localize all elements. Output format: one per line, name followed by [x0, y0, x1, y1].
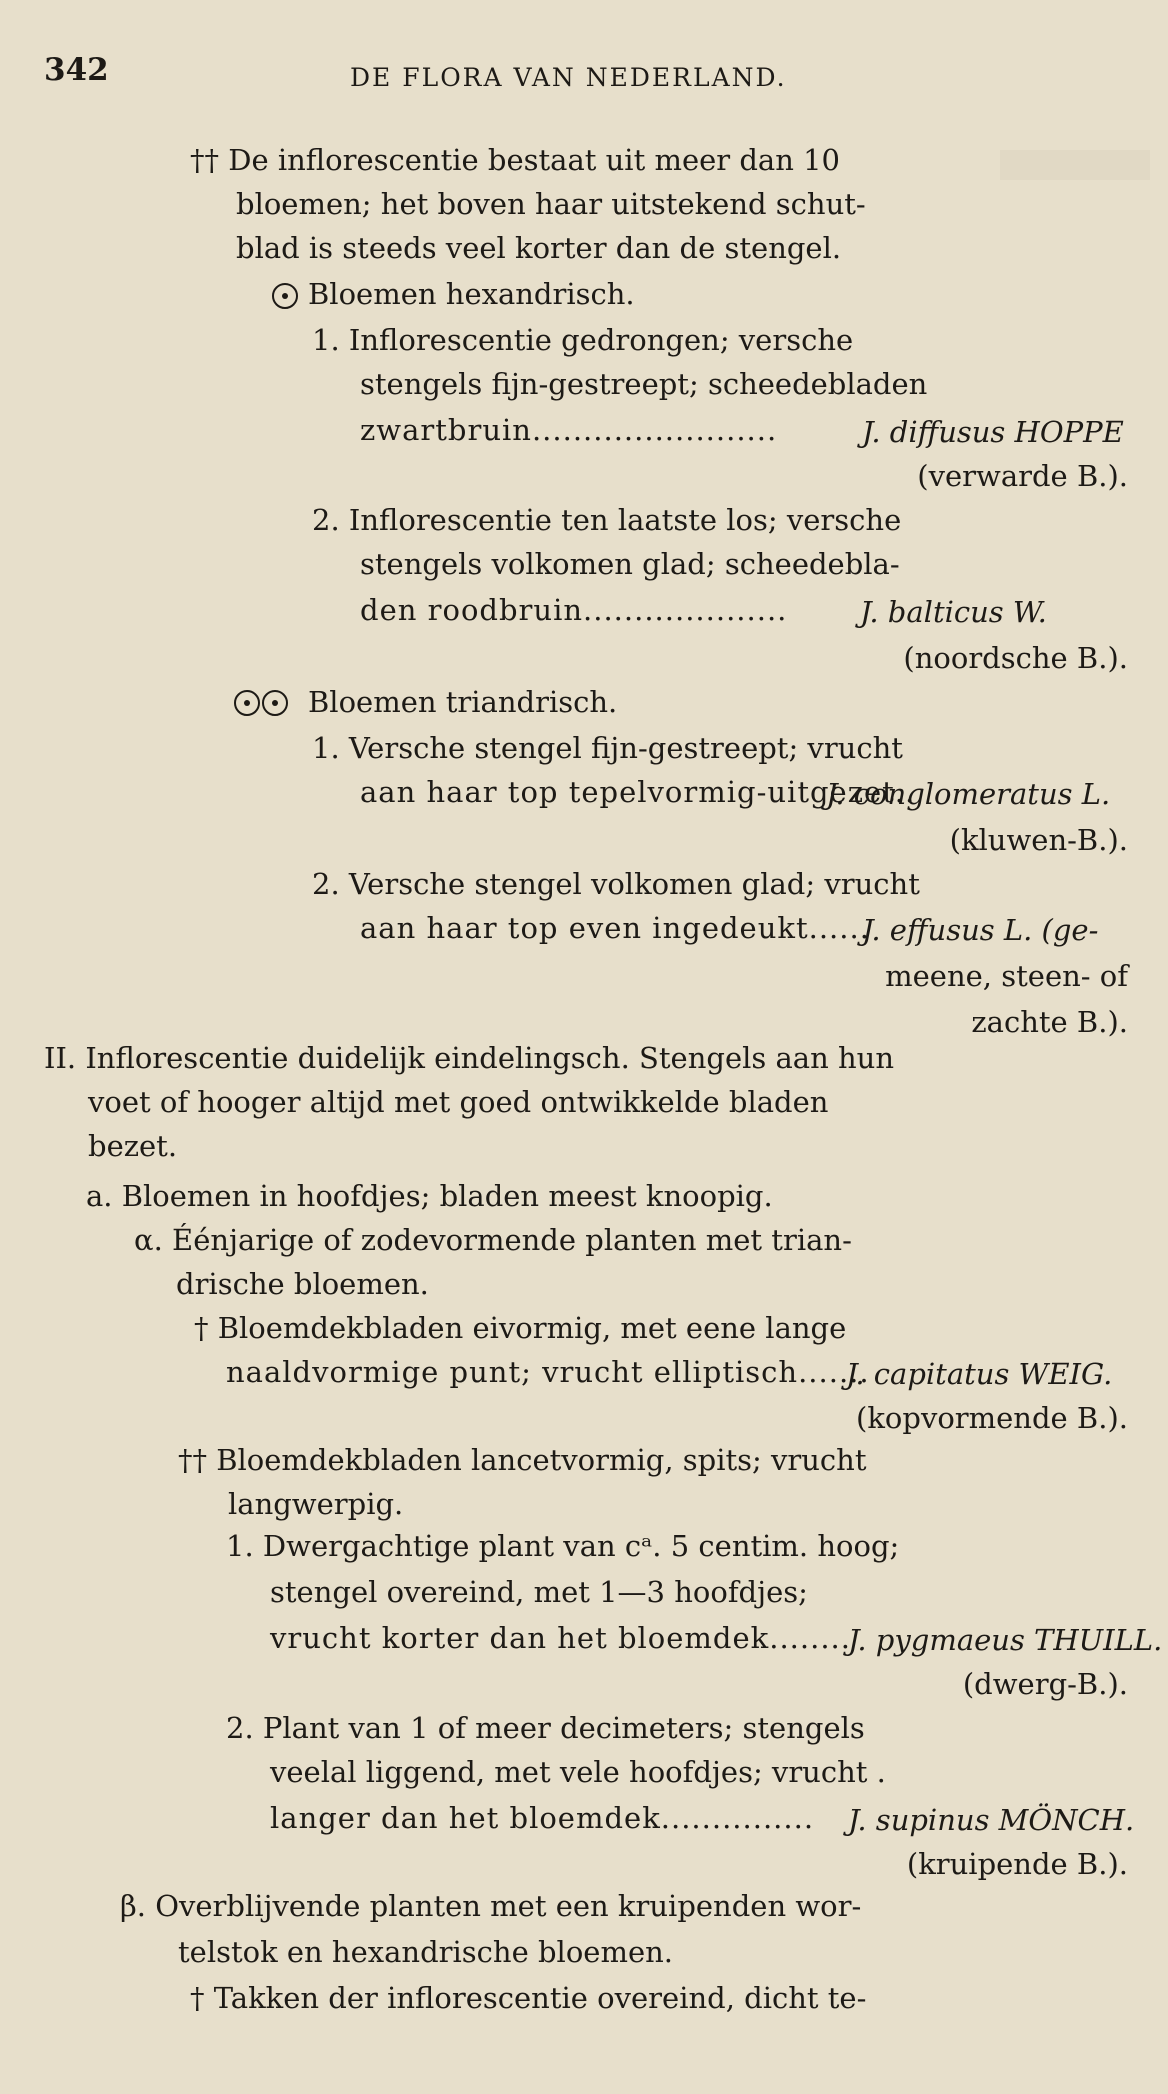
page-number: 342 — [44, 52, 109, 88]
text-line: † Bloemdekbladen eivormig, met eene lange — [194, 1311, 847, 1345]
common-name: meene, steen- of — [885, 959, 1128, 993]
text-line: β. Overblijvende planten met een kruipenden wor- — [120, 1889, 862, 1923]
common-name: zachte B.). — [971, 1005, 1128, 1039]
text-line: 2. Inflorescentie ten laatste los; versche — [312, 503, 902, 537]
running-title: DE FLORA VAN NEDERLAND. — [350, 63, 787, 92]
species-name: J. capitatus WEIG. — [846, 1357, 1113, 1391]
text-line: aan haar top tepelvormig-uitgezet.. — [360, 775, 916, 809]
text-line: blad is steeds veel korter dan de stengel. — [236, 231, 842, 265]
text-line: stengels fijn-gestreept; scheedebladen — [360, 367, 928, 401]
text-line: †† De inflorescentie bestaat uit meer dan 10 — [190, 143, 840, 177]
text-line: 2. Plant van 1 of meer decimeters; stengels — [226, 1711, 865, 1745]
common-name: (noordsche B.). — [903, 641, 1128, 675]
text-line: stengel overeind, met 1—3 hoofdjes; — [270, 1575, 808, 1609]
species-name: J. pygmaeus THUILL. — [848, 1623, 1163, 1657]
species-name: J. supinus MÖNCH. — [848, 1803, 1135, 1837]
text-line: telstok en hexandrische bloemen. — [178, 1935, 673, 1969]
common-name: (kruipende B.). — [906, 1847, 1128, 1881]
text-line: Bloemen triandrisch. — [308, 685, 618, 719]
text-line: 2. Versche stengel volkomen glad; vrucht — [312, 867, 920, 901]
species-name: J. conglomeratus L. — [826, 777, 1111, 811]
text-line: †† Bloemdekbladen lancetvormig, spits; vrucht — [178, 1443, 867, 1477]
text-line: voet of hooger altijd met goed ontwikkelde bladen — [88, 1085, 829, 1119]
text-line: naaldvormige punt; vrucht elliptisch....... — [226, 1355, 870, 1389]
text-line: zwartbruin........................ — [360, 413, 778, 447]
text-line: langwerpig. — [228, 1487, 404, 1521]
bleed-through — [1000, 150, 1150, 180]
common-name: (kopvormende B.). — [856, 1401, 1128, 1435]
species-name: J. balticus W. — [860, 595, 1047, 629]
text-line: stengels volkomen glad; scheedebla- — [360, 547, 900, 581]
text-line: vrucht korter dan het bloemdek........ — [270, 1621, 851, 1655]
common-name: (verwarde B.). — [917, 459, 1128, 493]
text-line: α. Éénjarige of zodevormende planten met trian- — [134, 1223, 852, 1257]
text-line: II. Inflorescentie duidelijk eindelingsch. Stengels aan hun — [44, 1041, 894, 1075]
text-line: veelal liggend, met vele hoofdjes; vrucht . — [270, 1755, 886, 1789]
species-name: J. diffusus HOPPE — [862, 415, 1124, 449]
text-line: langer dan het bloemdek............... — [270, 1801, 815, 1835]
text-line: den roodbruin.................... — [360, 593, 788, 627]
common-name: (kluwen-B.). — [949, 823, 1128, 857]
text-line: † Takken der inflorescentie overeind, dicht te- — [190, 1981, 867, 2015]
text-line: 1. Dwergachtige plant van cᵃ. 5 centim. hoog; — [226, 1529, 900, 1563]
circle-dot-icon — [262, 690, 288, 716]
circle-dot-icon — [272, 283, 298, 309]
circle-dot-icon — [234, 690, 260, 716]
text-line: bloemen; het boven haar uitstekend schut- — [236, 187, 866, 221]
species-name: J. effusus L. (ge- — [862, 913, 1099, 947]
text-line: Bloemen hexandrisch. — [308, 277, 635, 311]
common-name: (dwerg-B.). — [962, 1667, 1128, 1701]
text-line: 1. Inflorescentie gedrongen; versche — [312, 323, 854, 357]
text-line: drische bloemen. — [176, 1267, 429, 1301]
text-line: bezet. — [88, 1129, 178, 1163]
text-line: a. Bloemen in hoofdjes; bladen meest knoopig. — [86, 1179, 773, 1213]
text-line: 1. Versche stengel fijn-gestreept; vrucht — [312, 731, 903, 765]
text-line: aan haar top even ingedeukt...... — [360, 911, 870, 945]
